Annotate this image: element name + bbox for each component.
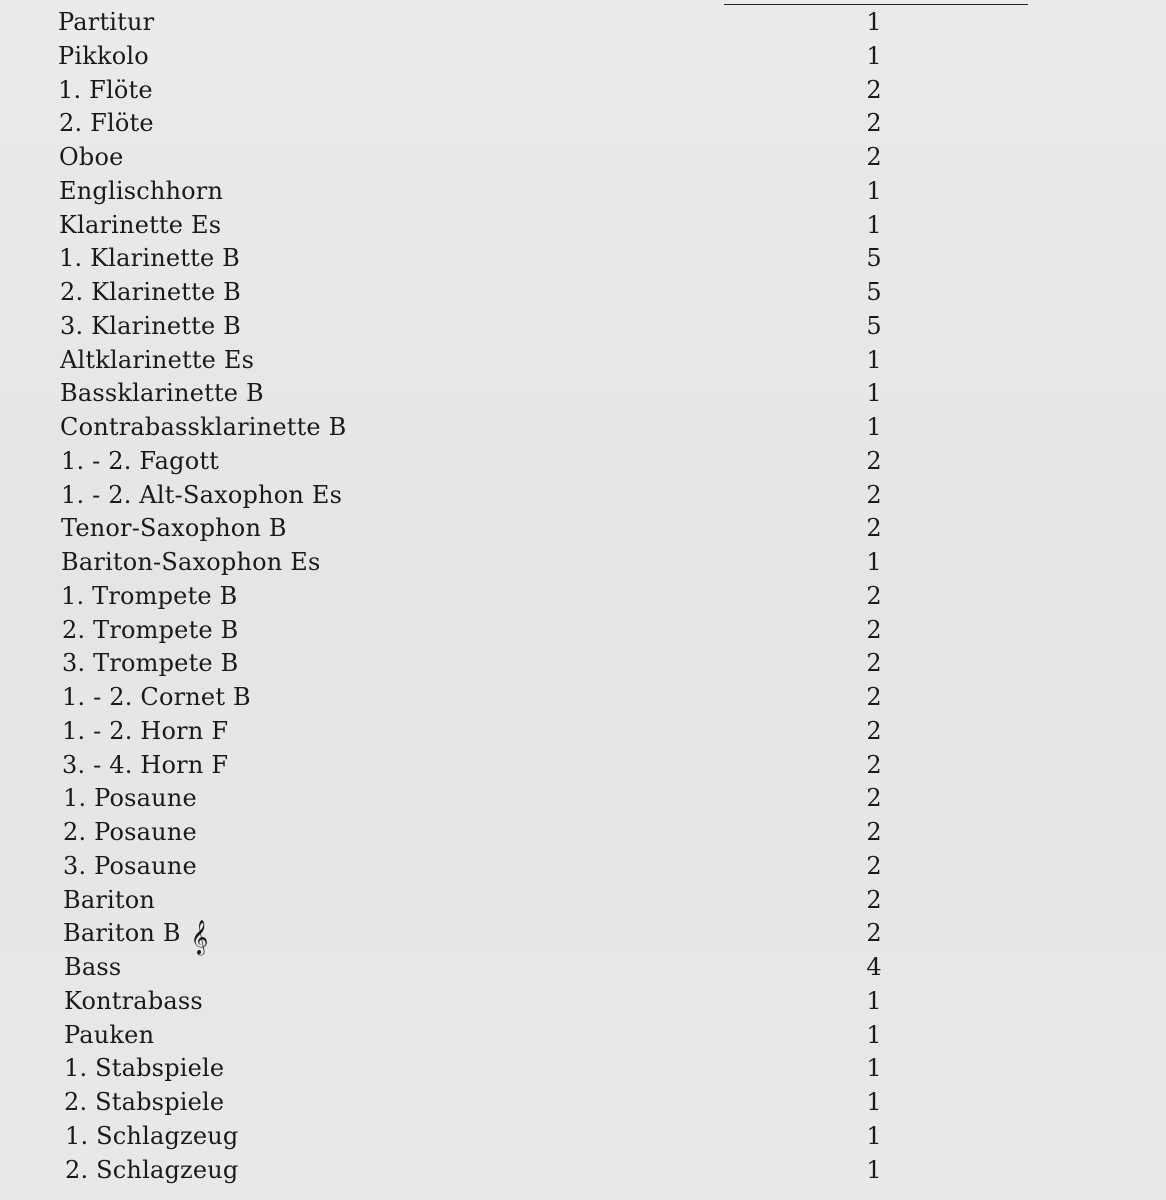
list-item (0, 242, 1166, 276)
part-name: Bariton (63, 885, 156, 914)
list-item (0, 1154, 1166, 1188)
part-name: 1. Flöte (58, 75, 153, 104)
part-name: 3. - 4. Horn F (62, 750, 229, 779)
part-quantity: 1 (866, 1054, 882, 1083)
part-quantity: 2 (866, 919, 882, 948)
part-name: 2. Stabspiele (64, 1088, 225, 1116)
part-name: 1. Klarinette B (59, 244, 241, 273)
list-item (0, 276, 1166, 310)
list-item (0, 512, 1166, 546)
list-item (0, 816, 1166, 850)
list-item (0, 1052, 1166, 1086)
list-item (0, 479, 1166, 513)
part-quantity: 1 (866, 8, 882, 36)
part-name: Bass (64, 953, 122, 981)
part-name: Pauken (64, 1020, 155, 1049)
list-item (0, 850, 1166, 884)
parts-list (0, 6, 1166, 1187)
part-quantity: 2 (866, 750, 882, 779)
part-name: Oboe (59, 143, 124, 171)
list-item (0, 40, 1166, 74)
part-quantity: 1 (866, 176, 882, 205)
part-quantity: 1 (866, 548, 882, 576)
list-item (0, 647, 1166, 681)
list-item (0, 107, 1166, 141)
part-name: 1. Stabspiele (64, 1054, 225, 1083)
part-name: 3. Trompete B (62, 649, 239, 678)
part-quantity: 2 (866, 649, 882, 678)
treble-clef-icon: 𝄞 (190, 920, 209, 956)
part-name: 2. Schlagzeug (65, 1155, 239, 1184)
part-name: 3. Posaune (63, 851, 197, 880)
part-quantity: 2 (866, 581, 882, 610)
part-name: Englischhorn (59, 176, 224, 205)
part-name: Klarinette Es (59, 210, 222, 239)
list-item (0, 74, 1166, 108)
list-item (0, 715, 1166, 749)
part-quantity: 1 (866, 1155, 882, 1184)
list-item (0, 782, 1166, 816)
list-item (0, 951, 1166, 985)
part-quantity: 2 (866, 143, 882, 171)
list-item (0, 209, 1166, 243)
part-quantity: 2 (866, 480, 882, 509)
part-name: Tenor-Saxophon B (61, 514, 287, 543)
part-name: 1. - 2. Alt-Saxophon Es (61, 480, 343, 509)
part-name: Bassklarinette B (60, 379, 264, 408)
part-quantity: 5 (866, 278, 882, 306)
part-quantity: 2 (866, 514, 882, 543)
list-item (0, 141, 1166, 175)
part-name: 3. Klarinette B (60, 311, 242, 340)
list-item (0, 917, 1166, 956)
part-quantity: 2 (866, 784, 882, 813)
part-name: Kontrabass (64, 986, 203, 1015)
list-item (0, 546, 1166, 580)
part-name: Pikkolo (58, 41, 149, 70)
part-quantity: 1 (866, 1121, 882, 1150)
list-item (0, 411, 1166, 445)
part-quantity: 4 (866, 953, 882, 981)
list-item (0, 344, 1166, 378)
part-name: 1. Schlagzeug (65, 1121, 239, 1150)
part-quantity: 2 (866, 75, 882, 104)
part-quantity: 1 (866, 210, 882, 239)
part-name: 2. Trompete B (62, 615, 239, 644)
part-quantity: 1 (866, 379, 882, 408)
part-name: Bariton B (63, 919, 181, 948)
list-item (0, 749, 1166, 783)
list-item (0, 445, 1166, 479)
list-item (0, 310, 1166, 344)
part-quantity: 1 (866, 986, 882, 1015)
part-name: 1. - 2. Cornet B (62, 683, 251, 711)
top-rule (724, 4, 1028, 5)
list-item (0, 681, 1166, 715)
part-name-with-clef (63, 917, 209, 956)
part-quantity: 1 (866, 413, 882, 441)
list-item (0, 377, 1166, 411)
part-name: 1. - 2. Fagott (61, 446, 220, 475)
list-item (0, 580, 1166, 614)
part-quantity: 1 (866, 1088, 882, 1116)
part-quantity: 2 (866, 615, 882, 644)
part-name: 1. Trompete B (61, 581, 238, 610)
part-quantity: 2 (866, 716, 882, 745)
part-name: 2. Klarinette B (60, 278, 242, 306)
part-quantity: 1 (866, 41, 882, 70)
part-name: 1. - 2. Horn F (62, 716, 229, 745)
list-item (0, 1120, 1166, 1154)
list-item (0, 175, 1166, 209)
part-quantity: 2 (866, 851, 882, 880)
part-name: Altklarinette Es (60, 345, 255, 374)
list-item (0, 6, 1166, 40)
part-quantity: 2 (866, 683, 882, 711)
part-quantity: 5 (866, 244, 882, 273)
part-quantity: 2 (866, 818, 882, 846)
part-name: Bariton-Saxophon Es (61, 548, 321, 576)
part-quantity: 1 (866, 345, 882, 374)
part-quantity: 5 (866, 311, 882, 340)
part-name: 2. Flöte (59, 109, 154, 138)
part-name: 2. Posaune (63, 818, 197, 846)
part-quantity: 2 (866, 885, 882, 914)
list-item (0, 1086, 1166, 1120)
list-item (0, 1019, 1166, 1053)
list-item (0, 985, 1166, 1019)
part-name: Partitur (58, 8, 155, 36)
part-quantity: 2 (866, 446, 882, 475)
list-item (0, 614, 1166, 648)
list-item (0, 884, 1166, 918)
part-name: 1. Posaune (63, 784, 197, 813)
part-name: Contrabassklarinette B (60, 413, 347, 441)
part-quantity: 1 (866, 1020, 882, 1049)
part-quantity: 2 (866, 109, 882, 138)
